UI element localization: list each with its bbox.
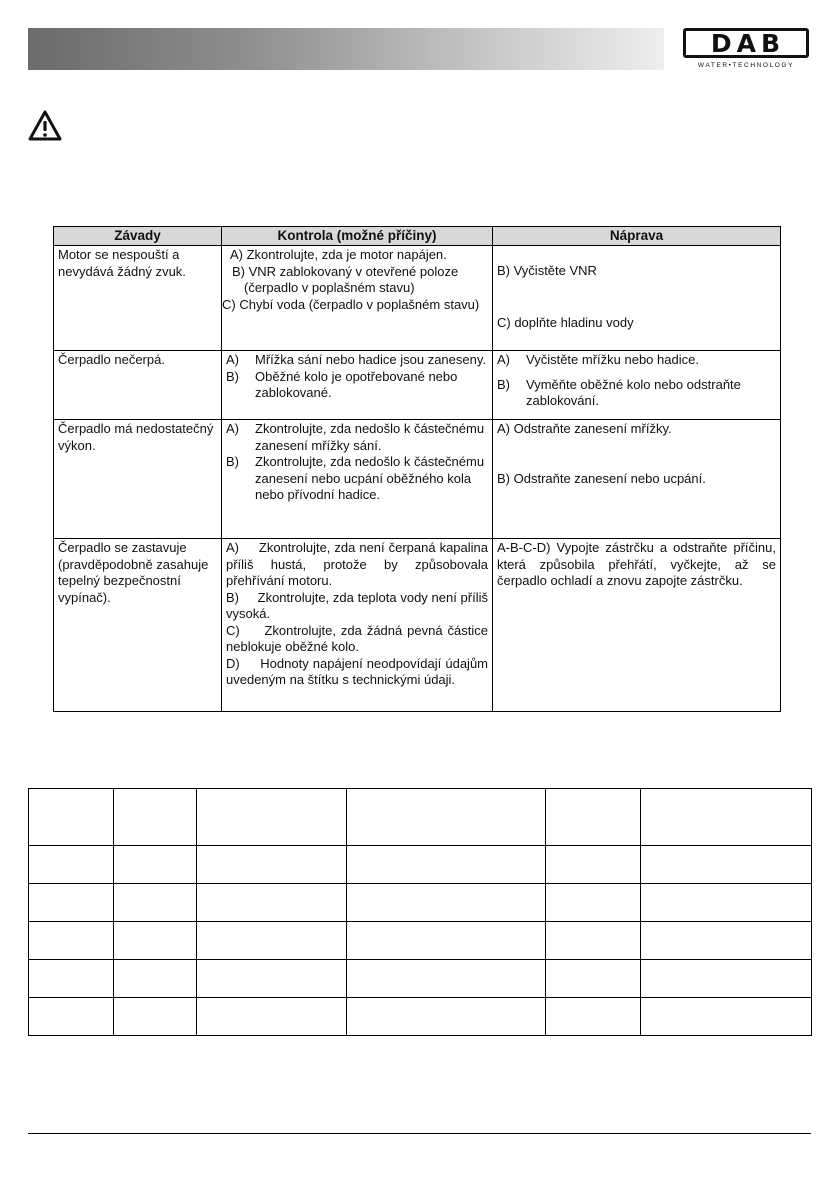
- check-text: Zkontrolujte, zda teplota vody není příliš vysoká.: [226, 589, 489, 621]
- remedy-item: C) doplňte hladinu vody: [497, 314, 634, 330]
- remedy-text: Vyměňte oběžné kolo nebo odstraňte zablokování.: [526, 376, 741, 408]
- remedy-text: Vyčistěte mřížku nebo hadice.: [526, 352, 699, 367]
- blank-cell: [347, 789, 546, 846]
- check-item: A) Zkontrolujte, zda je motor napájen.: [230, 247, 447, 262]
- blank-cell: [197, 884, 347, 922]
- blank-row: [29, 884, 812, 922]
- blank-cell: [546, 960, 641, 998]
- blank-cell: [114, 998, 197, 1036]
- footer-divider: [28, 1133, 811, 1134]
- blank-cell: [641, 846, 812, 884]
- blank-cell: [546, 846, 641, 884]
- blank-cell: [197, 922, 347, 960]
- blank-cell: [641, 960, 812, 998]
- header-remedies: Náprava: [493, 227, 781, 246]
- blank-cell: [197, 998, 347, 1036]
- check-text: B) VNR zablokovaný v otevřené poloze (čerpadlo v poplašném stavu): [232, 263, 459, 295]
- fault-text: Čerpadlo nečerpá.: [58, 352, 165, 367]
- check-item: [226, 421, 488, 454]
- remedy-item: B) Vyčistěte VNR: [497, 263, 597, 278]
- blank-cell: [114, 846, 197, 884]
- fault-cell: [54, 351, 222, 420]
- blank-cell: [641, 922, 812, 960]
- remedy-cell: [493, 539, 781, 712]
- check-item: [226, 540, 488, 590]
- check-label: A): [226, 421, 239, 436]
- table-row: [54, 246, 781, 351]
- blank-cell: [29, 998, 114, 1036]
- blank-cell: [29, 884, 114, 922]
- check-cell: [222, 420, 493, 539]
- blank-row: [29, 789, 812, 846]
- remedy-cell: [493, 420, 781, 539]
- logo-brand: DAB: [710, 28, 786, 58]
- check-item: C) Chybí voda (čerpadlo v poplašném stavu): [222, 296, 480, 312]
- remedy-cell: [493, 246, 781, 351]
- check-text: Zkontrolujte, zda nedošlo k částečnému zanesení nebo ucpání oběžného kola nebo přívodní hadice.: [255, 454, 485, 502]
- table-row: [54, 351, 781, 420]
- check-label: D): [226, 655, 240, 671]
- check-text: Zkontrolujte, zda není čerpaná kapalina příliš hustá, protože by způsobovala přehřívání motoru.: [226, 540, 488, 588]
- warning-triangle-icon: [28, 110, 62, 142]
- check-text: Hodnoty napájení neodpovídají údajům uvedeným na štítku s technickými údaji.: [226, 655, 488, 687]
- check-item: [226, 590, 488, 623]
- header-faults: Závady: [54, 227, 222, 246]
- blank-row: [29, 846, 812, 884]
- table-header-row: [54, 227, 781, 246]
- blank-cell: [347, 960, 546, 998]
- check-text: Mřížka sání nebo hadice jsou zaneseny.: [255, 352, 487, 367]
- blank-cell: [347, 846, 546, 884]
- remedy-item: B) Odstraňte zanesení nebo ucpání.: [497, 470, 706, 486]
- blank-cell: [197, 846, 347, 884]
- check-label: B): [226, 454, 239, 469]
- blank-row: [29, 922, 812, 960]
- blank-cell: [114, 922, 197, 960]
- table-row: [54, 539, 781, 712]
- blank-cell: [29, 789, 114, 846]
- check-cell: [222, 539, 493, 712]
- remedy-item: A-B-C-D) Vypojte zástrčku a odstraňte příčinu, která způsobila přehřátí, vyčkejte, až se čerpadlo ochladí a znovu zapojte zástrčku.: [497, 540, 776, 588]
- check-text: Zkontrolujte, zda žádná pevná částice neblokuje oběžné kolo.: [226, 622, 488, 654]
- remedy-label: A): [497, 352, 510, 367]
- check-cell: [222, 246, 493, 351]
- blank-cell: [546, 884, 641, 922]
- remedy-item: [497, 377, 776, 410]
- blank-cell: [197, 960, 347, 998]
- fault-cell: [54, 246, 222, 351]
- check-label: B): [226, 368, 239, 384]
- header-gradient-bar: [28, 28, 664, 70]
- fault-text: Čerpadlo se zastavuje (pravděpodobně zasahuje tepelný bezpečnostní vypínač).: [58, 540, 209, 605]
- blank-row: [29, 960, 812, 998]
- blank-cell: [114, 960, 197, 998]
- dab-logo: [680, 28, 812, 72]
- logo-frame: [683, 28, 809, 58]
- blank-cell: [641, 789, 812, 846]
- remedy-cell: [493, 351, 781, 420]
- check-label: B): [226, 589, 239, 605]
- check-text: Oběžné kolo je opotřebované nebo zablokované.: [255, 368, 458, 400]
- blank-cell: [114, 789, 197, 846]
- check-label: C): [226, 622, 240, 638]
- blank-cell: [546, 789, 641, 846]
- blank-cell: [347, 998, 546, 1036]
- blank-table: [28, 788, 812, 1036]
- blank-row: [29, 998, 812, 1036]
- remedy-label: B): [497, 376, 510, 392]
- blank-cell: [29, 922, 114, 960]
- blank-cell: [641, 998, 812, 1036]
- fault-cell: [54, 420, 222, 539]
- blank-cell: [546, 922, 641, 960]
- blank-cell: [114, 884, 197, 922]
- blank-cell: [29, 846, 114, 884]
- check-label: A): [226, 540, 239, 555]
- blank-cell: [347, 922, 546, 960]
- logo-tagline: WATER•TECHNOLOGY: [697, 62, 795, 69]
- fault-text: Motor se nespouští a nevydává žádný zvuk.: [58, 247, 186, 279]
- check-item: [222, 264, 488, 297]
- blank-cell: [347, 884, 546, 922]
- check-item: [226, 369, 488, 402]
- header-checks: Kontrola (možné příčiny): [222, 227, 493, 246]
- table-row: [54, 420, 781, 539]
- blank-cell: [29, 960, 114, 998]
- check-item: [226, 656, 488, 689]
- blank-cell: [546, 998, 641, 1036]
- check-text: Zkontrolujte, zda nedošlo k částečnému zanesení mřížky sání.: [255, 421, 485, 453]
- fault-text: Čerpadlo má nedostatečný výkon.: [58, 421, 214, 453]
- troubleshooting-table: [53, 226, 781, 712]
- check-item: [226, 352, 488, 369]
- fault-cell: [54, 539, 222, 712]
- check-cell: [222, 351, 493, 420]
- check-item: [226, 623, 488, 656]
- blank-cell: [197, 789, 347, 846]
- remedy-item: [497, 352, 776, 369]
- check-label: A): [226, 352, 239, 367]
- check-item: [226, 454, 488, 504]
- remedy-item: A) Odstraňte zanesení mřížky.: [497, 421, 672, 436]
- blank-cell: [641, 884, 812, 922]
